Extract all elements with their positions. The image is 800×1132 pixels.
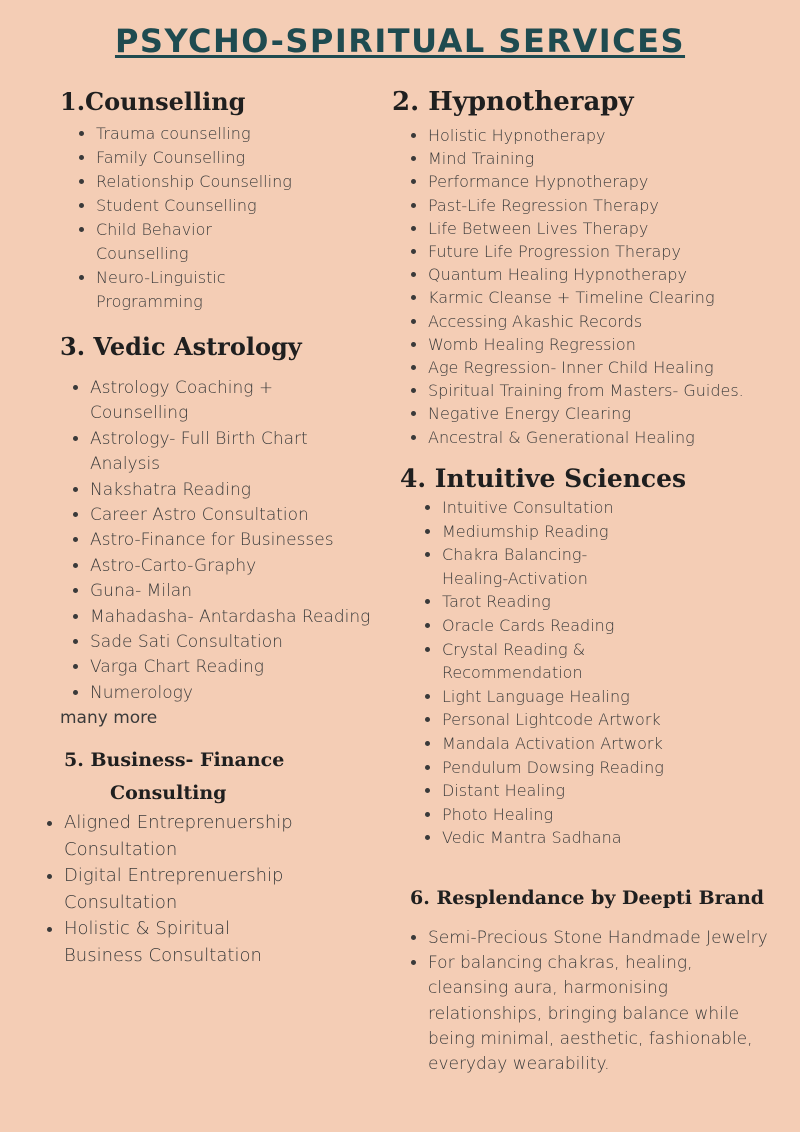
list-item: • Spiritual Training from Masters- Guides. [428,379,792,402]
list-item: • Relationship Counselling [96,170,360,194]
section-intuitive-sciences [400,462,800,850]
section-heading-intuitive-sciences: 4. Intuitive Sciences [400,464,687,493]
list-item: • Future Life Progression Therapy [428,240,792,263]
list-item: • Ancestral & Generational Healing [428,426,792,449]
list-item: • Semi-Precious Stone Handmade Jewelry [428,926,780,951]
list-item: • Astro-Finance for Businesses [90,528,380,553]
section-counselling [60,84,360,314]
list-item: • Nakshatra Reading [90,478,380,503]
list-item: • Chakra Balancing-Healing-Activation [442,543,652,590]
list-item: • Family Counselling [96,146,360,170]
list-item: • Trauma counselling [96,122,360,146]
list-item: • Child Behavior Counselling [96,218,216,266]
list-item: • Karmic Cleanse + Timeline Clearing [428,286,792,309]
list-item: • Intuitive Consultation [442,496,800,520]
list-item: • Astrology Coaching + Counselling [90,376,290,427]
list-item: • Astrology- Full Birth Chart Analysis [90,427,320,478]
list-item: • Oracle Cards Reading [442,614,800,638]
heading-line-2: Consulting [110,782,227,804]
list-item: • Photo Healing [442,803,800,827]
list-item: • Sade Sati Consultation [90,630,380,655]
list-item: • Accessing Akashic Records [428,310,792,333]
section-heading-business-finance [40,744,370,810]
section-heading-hypnotherapy: 2. Hypnotherapy [392,87,634,117]
list-item: • Numerology [90,681,380,706]
counselling-list [60,122,360,314]
list-item: • Holistic & Spiritual Business Consultation [64,916,314,969]
list-item: • Crystal Reading & Recommendation [442,638,602,685]
list-item: • Holistic Hypnotherapy [428,124,792,147]
list-item: • Personal Lightcode Artwork [442,708,800,732]
business-finance-list [40,810,370,969]
heading-line-1: 5. Business- Finance [64,749,285,771]
list-item: • Negative Energy Clearing [428,402,792,425]
list-item: • Pendulum Dowsing Reading [442,756,800,780]
list-item: • Mandala Activation Artwork [442,732,800,756]
list-item: • Astro-Carto-Graphy [90,554,380,579]
section-resplendance-brand [410,882,780,1077]
list-item: • Mediumship Reading [442,520,800,544]
resplendance-list [410,926,780,1077]
hypnotherapy-list [392,124,792,449]
list-item: • Womb Healing Regression [428,333,792,356]
list-item: • Tarot Reading [442,590,800,614]
list-item: • Career Astro Consultation [90,503,380,528]
list-item: • Quantum Healing Hypnotherapy [428,263,792,286]
list-item: • Performance Hypnotherapy [428,170,792,193]
section-business-finance [40,744,370,969]
list-item: • Past-Life Regression Therapy [428,194,792,217]
many-more-note: many more [60,708,158,729]
section-vedic-astrology [60,330,380,731]
intuitive-sciences-list [400,496,800,850]
list-item: • For balancing chakras, healing, cleansing aura, harmonising relationships, bringing balance while being minimal, aesthetic, fashionable, everyday wearability. [428,951,768,1077]
page-title: PSYCHO-SPIRITUAL SERVICES [114,22,686,60]
list-item: • Age Regression- Inner Child Healing [428,356,792,379]
list-item: • Mind Training [428,147,792,170]
list-item: • Varga Chart Reading [90,655,380,680]
section-heading-resplendance-brand: 6. Resplendance by Deepti Brand [410,887,765,909]
list-item: • Life Between Lives Therapy [428,217,792,240]
section-hypnotherapy [392,84,792,449]
vedic-astrology-list [60,376,380,706]
list-item: • Distant Healing [442,779,800,803]
list-item: • Guna- Milan [90,579,380,604]
section-heading-counselling: 1.Counselling [60,87,246,116]
list-item: • Mahadasha- Antardasha Reading [90,605,380,630]
list-item: • Student Counselling [96,194,360,218]
list-item: • Light Language Healing [442,685,800,709]
list-item: • Aligned Entreprenuership Consultation [64,810,294,863]
list-item: • Digital Entreprenuership Consultation [64,863,284,916]
list-item: • Neuro-Linguistic Programming [96,266,226,314]
section-heading-vedic-astrology: 3. Vedic Astrology [60,332,302,361]
list-item: • Vedic Mantra Sadhana [442,826,800,850]
